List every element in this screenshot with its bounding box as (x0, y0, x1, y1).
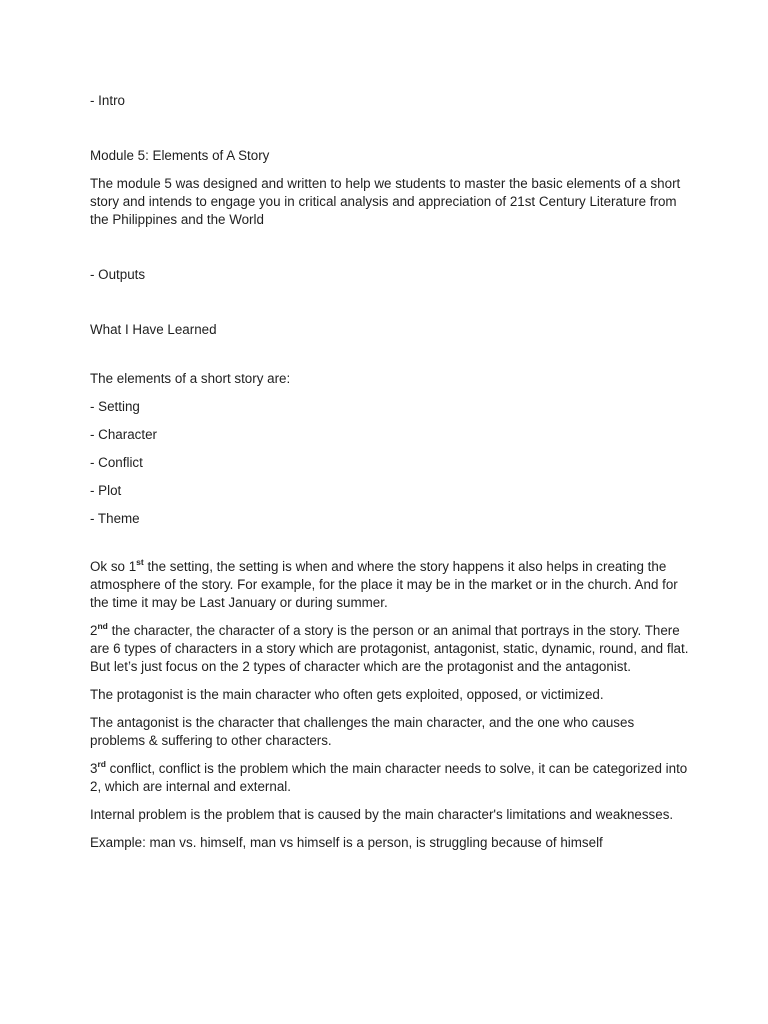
element-item-character: - Character (90, 427, 157, 442)
module-title: Module 5: Elements of A Story (90, 148, 270, 163)
character-text: the character, the character of a story is the person or an animal that portrays in the story. There are 6 types of characters in a story which are protagonist, antagonist, static, dynamic, round, and flat. But let’s just focus on the 2 types of character which are the protagonist and the antagonist. (90, 623, 689, 674)
element-item-plot: - Plot (90, 483, 122, 498)
outputs-heading: - Outputs (90, 267, 146, 282)
conflict-text: conflict, conflict is the problem which the main character needs to solve, it can be categorized into 2, which are internal and external. (90, 761, 688, 794)
element-item-theme: - Theme (90, 511, 140, 526)
setting-paragraph (90, 558, 690, 612)
module-description: The module 5 was designed and written to help we students to master the basic elements of a short story and intends to engage you in critical analysis and appreciation of 21st Century Literature from the Philippines and the World (90, 176, 681, 227)
character-prefix: 2 (90, 623, 98, 638)
intro-heading: - Intro (90, 93, 125, 108)
example-paragraph: Example: man vs. himself, man vs himself is a person, is struggling because of himself (90, 835, 603, 850)
conflict-ordinal: rd (97, 759, 106, 769)
element-item-conflict: - Conflict (90, 455, 143, 470)
character-ordinal: nd (97, 621, 108, 631)
setting-text: the setting, the setting is when and where the story happens it also helps in creating the atmosphere of the story. For example, for the place it may be in the market or in the church. And for the time it may be Last January or during summer. (90, 559, 678, 610)
conflict-prefix: 3 (90, 761, 98, 776)
element-item-setting: - Setting (90, 399, 140, 414)
setting-ordinal: st (136, 557, 144, 567)
antagonist-paragraph: The antagonist is the character that challenges the main character, and the one who causes problems & suffering to other characters. (90, 715, 635, 748)
internal-problem-paragraph: Internal problem is the problem that is caused by the main character's limitations and weaknesses. (90, 807, 674, 822)
learned-heading: What I Have Learned (90, 322, 217, 337)
setting-prefix: Ok so 1 (90, 559, 137, 574)
protagonist-paragraph: The protagonist is the main character who often gets exploited, opposed, or victimized. (90, 687, 604, 702)
document-page (90, 92, 690, 852)
elements-intro: The elements of a short story are: (90, 371, 291, 386)
character-paragraph (90, 622, 690, 676)
conflict-paragraph (90, 760, 690, 796)
